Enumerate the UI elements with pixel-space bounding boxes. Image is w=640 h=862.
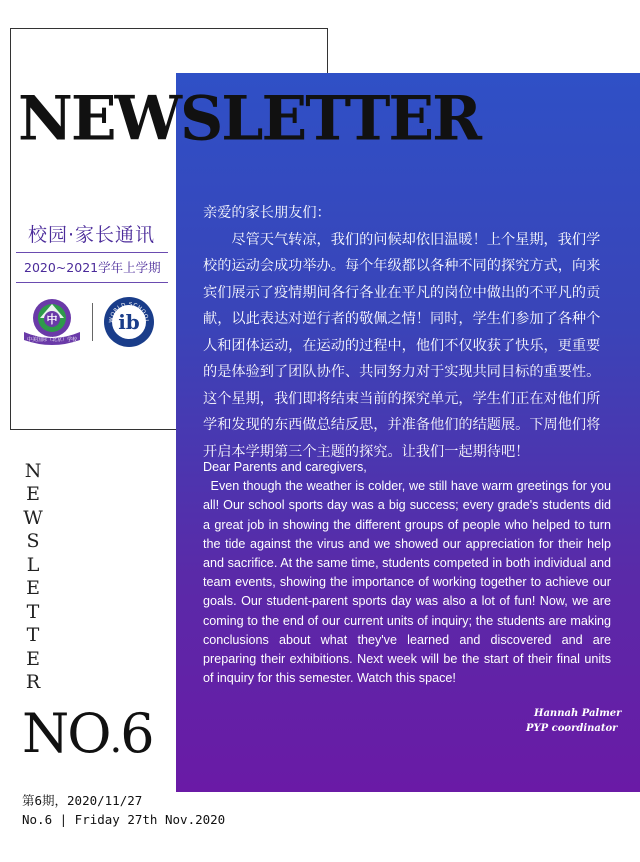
issue-mark-no: NO xyxy=(22,702,110,765)
ib-world-school-logo xyxy=(103,296,155,348)
en-body: Even though the weather is colder, we still have warm greetings for you all! Our school sports day was a big success; every grade's students did a great job in showing the different groups of people who helped to turn the tide against the virus and we showed our appreciation for their help and sacrifice. At the same time, students competed in both individual and team events, showing the importance of working together to achieve our goals. Our student-parent sports day was also a lot of fun! Now, we are coming to the end of our current units of inquiry; the students are making conclusions about what they've learned and discovered and are preparing their exhibitions. Next week will be the start of their final units of inquiry for this semester. Watch this space! xyxy=(203,479,611,686)
cn-body: 尽管天气转凉，我们的问候却依旧温暖！上个星期，我们学校的运动会成功举办。每个年级都以各种不同的探究方式，向来宾们展示了疫情期间各行各业在平凡的岗位中做出的不平凡的贡献，以此表达对逆行者的敬佩之情！同时，学生们参加了各种个人和团体运动，在运动的过程中，他们不仅收获了快乐，更重要的是体验到了团队协作、共同努力对于实现共同目标的重要性。这个星期，我们即将结束当前的探究单元，学生们正在对他们所学和发现的东西做总结反思，并准备他们的结题展。下周他们将开启本学期第三个主题的探究。让我们一起期待吧！ xyxy=(203,231,601,460)
vertical-letter: E xyxy=(26,577,40,600)
vertical-letter: W xyxy=(23,506,43,529)
vertical-letter: E xyxy=(26,483,40,506)
issue-mark-dot: . xyxy=(109,716,121,762)
cn-salutation: 亲爱的家长朋友们： xyxy=(203,205,331,221)
school-logo xyxy=(22,296,82,346)
vertical-letter: L xyxy=(26,553,40,576)
letter-chinese xyxy=(203,200,613,465)
cn-newsletter-title: 校园·家长通讯 xyxy=(28,224,156,246)
issue-date-en: No.6 | Friday 27th Nov.2020 xyxy=(22,812,226,827)
issue-number-mark xyxy=(22,700,172,768)
logo-divider xyxy=(92,303,93,341)
signature-block xyxy=(514,706,624,736)
term-rule-top xyxy=(16,252,168,253)
vertical-letter: N xyxy=(24,460,42,482)
ib-ring-text: WORLD SCHOOL xyxy=(108,301,150,324)
signature-name: Hannah Palmer xyxy=(534,708,622,719)
masthead-title: NEWSLETTER xyxy=(18,83,480,155)
term-rule-bottom xyxy=(16,282,168,283)
en-salutation: Dear Parents and caregivers, xyxy=(203,460,367,474)
vertical-letter: E xyxy=(26,647,40,670)
issue-mark-num: 6 xyxy=(120,702,153,765)
school-term-label: 2020~2021学年上学期 xyxy=(24,260,161,275)
signature-role: PYP coordinator xyxy=(526,723,618,734)
vertical-newsletter-word xyxy=(20,462,46,692)
vertical-letter: T xyxy=(26,600,40,623)
school-logo-glyph: 中 xyxy=(46,313,58,326)
issue-date-cn: 第6期，2020/11/27 xyxy=(22,793,143,808)
vertical-letter: T xyxy=(26,624,40,647)
ib-logo-glyph: ib xyxy=(118,310,140,334)
school-logo-banner: 中美国际（北京）学校 xyxy=(26,337,78,343)
letter-english xyxy=(203,458,611,688)
vertical-letter: R xyxy=(25,670,41,693)
vertical-letter: S xyxy=(26,530,40,553)
